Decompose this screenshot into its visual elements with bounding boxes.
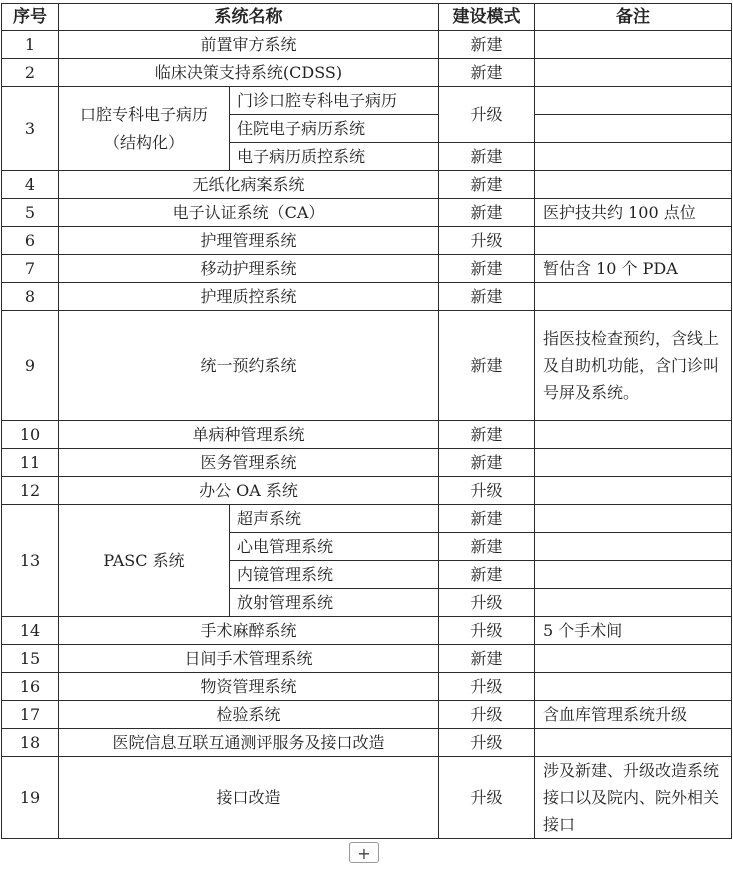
row-mode: 升级 [439, 673, 535, 701]
row-name: 前置审方系统 [59, 31, 439, 59]
row-note [535, 421, 732, 449]
row-subname: 心电管理系统 [230, 533, 439, 561]
header-mode: 建设模式 [439, 4, 535, 31]
row-no: 10 [2, 421, 59, 449]
table-row [2, 449, 732, 477]
row-group-cell [59, 87, 230, 171]
row-mode: 升级 [439, 757, 535, 839]
row-name: 移动护理系统 [59, 255, 439, 283]
row-mode: 新建 [439, 143, 535, 171]
row-no: 14 [2, 617, 59, 645]
table-row [2, 645, 732, 673]
row-no: 1 [2, 31, 59, 59]
row-no: 15 [2, 645, 59, 673]
row-mode: 升级 [439, 617, 535, 645]
row-note [535, 283, 732, 311]
row-note: 指医技检查预约，含线上及自助机功能，含门诊叫号屏及系统。 [535, 311, 732, 421]
row-mode: 升级 [439, 589, 535, 617]
row-no: 2 [2, 59, 59, 87]
row-no: 16 [2, 673, 59, 701]
table-row [2, 311, 732, 421]
row-mode: 新建 [439, 421, 535, 449]
row-mode: 新建 [439, 59, 535, 87]
row-no: 12 [2, 477, 59, 505]
add-row-button[interactable]: + [349, 842, 379, 863]
row-mode: 升级 [439, 87, 535, 143]
table-row [2, 757, 732, 839]
row-no: 3 [2, 87, 59, 171]
row-name: 物资管理系统 [59, 673, 439, 701]
row-mode: 新建 [439, 533, 535, 561]
row-mode: 升级 [439, 477, 535, 505]
row-note [535, 449, 732, 477]
row-subname: 内镜管理系统 [230, 561, 439, 589]
table-row [2, 59, 732, 87]
row-no: 13 [2, 505, 59, 617]
table-row [2, 31, 732, 59]
row-name: 统一预约系统 [59, 311, 439, 421]
systems-table [1, 3, 732, 839]
row-note [535, 143, 732, 171]
row-note: 含血库管理系统升级 [535, 701, 732, 729]
table-row [2, 505, 732, 533]
row-note: 暂估含 10 个 PDA [535, 255, 732, 283]
row-note [535, 227, 732, 255]
row-name: 接口改造 [59, 757, 439, 839]
row-note [535, 477, 732, 505]
table-row [2, 171, 732, 199]
row-mode: 升级 [439, 227, 535, 255]
row-subname: 超声系统 [230, 505, 439, 533]
row-name: 临床决策支持系统(CDSS) [59, 59, 439, 87]
header-name: 系统名称 [59, 4, 439, 31]
header-note: 备注 [535, 4, 732, 31]
row-note [535, 115, 732, 143]
row-mode: 新建 [439, 561, 535, 589]
row-no: 6 [2, 227, 59, 255]
row-mode: 新建 [439, 505, 535, 533]
row-subname: 电子病历质控系统 [230, 143, 439, 171]
row-note [535, 673, 732, 701]
row-name: 医院信息互联互通测评服务及接口改造 [59, 729, 439, 757]
row-name: 检验系统 [59, 701, 439, 729]
row-no: 4 [2, 171, 59, 199]
row-no: 18 [2, 729, 59, 757]
row-note [535, 31, 732, 59]
row-name: 单病种管理系统 [59, 421, 439, 449]
row-no: 5 [2, 199, 59, 227]
row-mode: 升级 [439, 729, 535, 757]
row-subname: 放射管理系统 [230, 589, 439, 617]
table-row [2, 255, 732, 283]
row-mode: 新建 [439, 311, 535, 421]
row-mode: 新建 [439, 645, 535, 673]
row-note [535, 87, 732, 115]
row-name: 医务管理系统 [59, 449, 439, 477]
row-no: 8 [2, 283, 59, 311]
row-note [535, 561, 732, 589]
row-mode: 新建 [439, 449, 535, 477]
row-note: 医护技共约 100 点位 [535, 199, 732, 227]
row-no: 11 [2, 449, 59, 477]
table-row [2, 701, 732, 729]
row-name: 办公 OA 系统 [59, 477, 439, 505]
row-note [535, 171, 732, 199]
table-row [2, 227, 732, 255]
row-note [535, 589, 732, 617]
row-mode: 升级 [439, 701, 535, 729]
row-note [535, 59, 732, 87]
row-mode: 新建 [439, 31, 535, 59]
table-row [2, 87, 732, 115]
row-note: 5 个手术间 [535, 617, 732, 645]
row-mode: 新建 [439, 199, 535, 227]
row-subname: 门诊口腔专科电子病历 [230, 87, 439, 115]
row-name: 护理质控系统 [59, 283, 439, 311]
table-row [2, 617, 732, 645]
row-note [535, 729, 732, 757]
row-mode: 新建 [439, 171, 535, 199]
table-row [2, 283, 732, 311]
row-name: 无纸化病案系统 [59, 171, 439, 199]
row-note [535, 645, 732, 673]
row-name: 手术麻醉系统 [59, 617, 439, 645]
row-no: 17 [2, 701, 59, 729]
table-row [2, 421, 732, 449]
table-row [2, 673, 732, 701]
row-note: 涉及新建、升级改造系统接口以及院内、院外相关接口 [535, 757, 732, 839]
row-no: 9 [2, 311, 59, 421]
row-name: 日间手术管理系统 [59, 645, 439, 673]
row-group-name: 口腔专科电子病历（结构化） [79, 104, 208, 152]
table-row [2, 477, 732, 505]
row-group-name: PASC 系统 [59, 505, 230, 617]
header-no: 序号 [2, 4, 59, 31]
row-name: 护理管理系统 [59, 227, 439, 255]
row-mode: 新建 [439, 255, 535, 283]
table-row [2, 729, 732, 757]
row-name: 电子认证系统（CA） [59, 199, 439, 227]
row-mode: 新建 [439, 283, 535, 311]
row-no: 19 [2, 757, 59, 839]
row-note [535, 505, 732, 533]
row-subname: 住院电子病历系统 [230, 115, 439, 143]
header-row [2, 4, 732, 31]
table-row [2, 199, 732, 227]
row-no: 7 [2, 255, 59, 283]
row-note [535, 533, 732, 561]
